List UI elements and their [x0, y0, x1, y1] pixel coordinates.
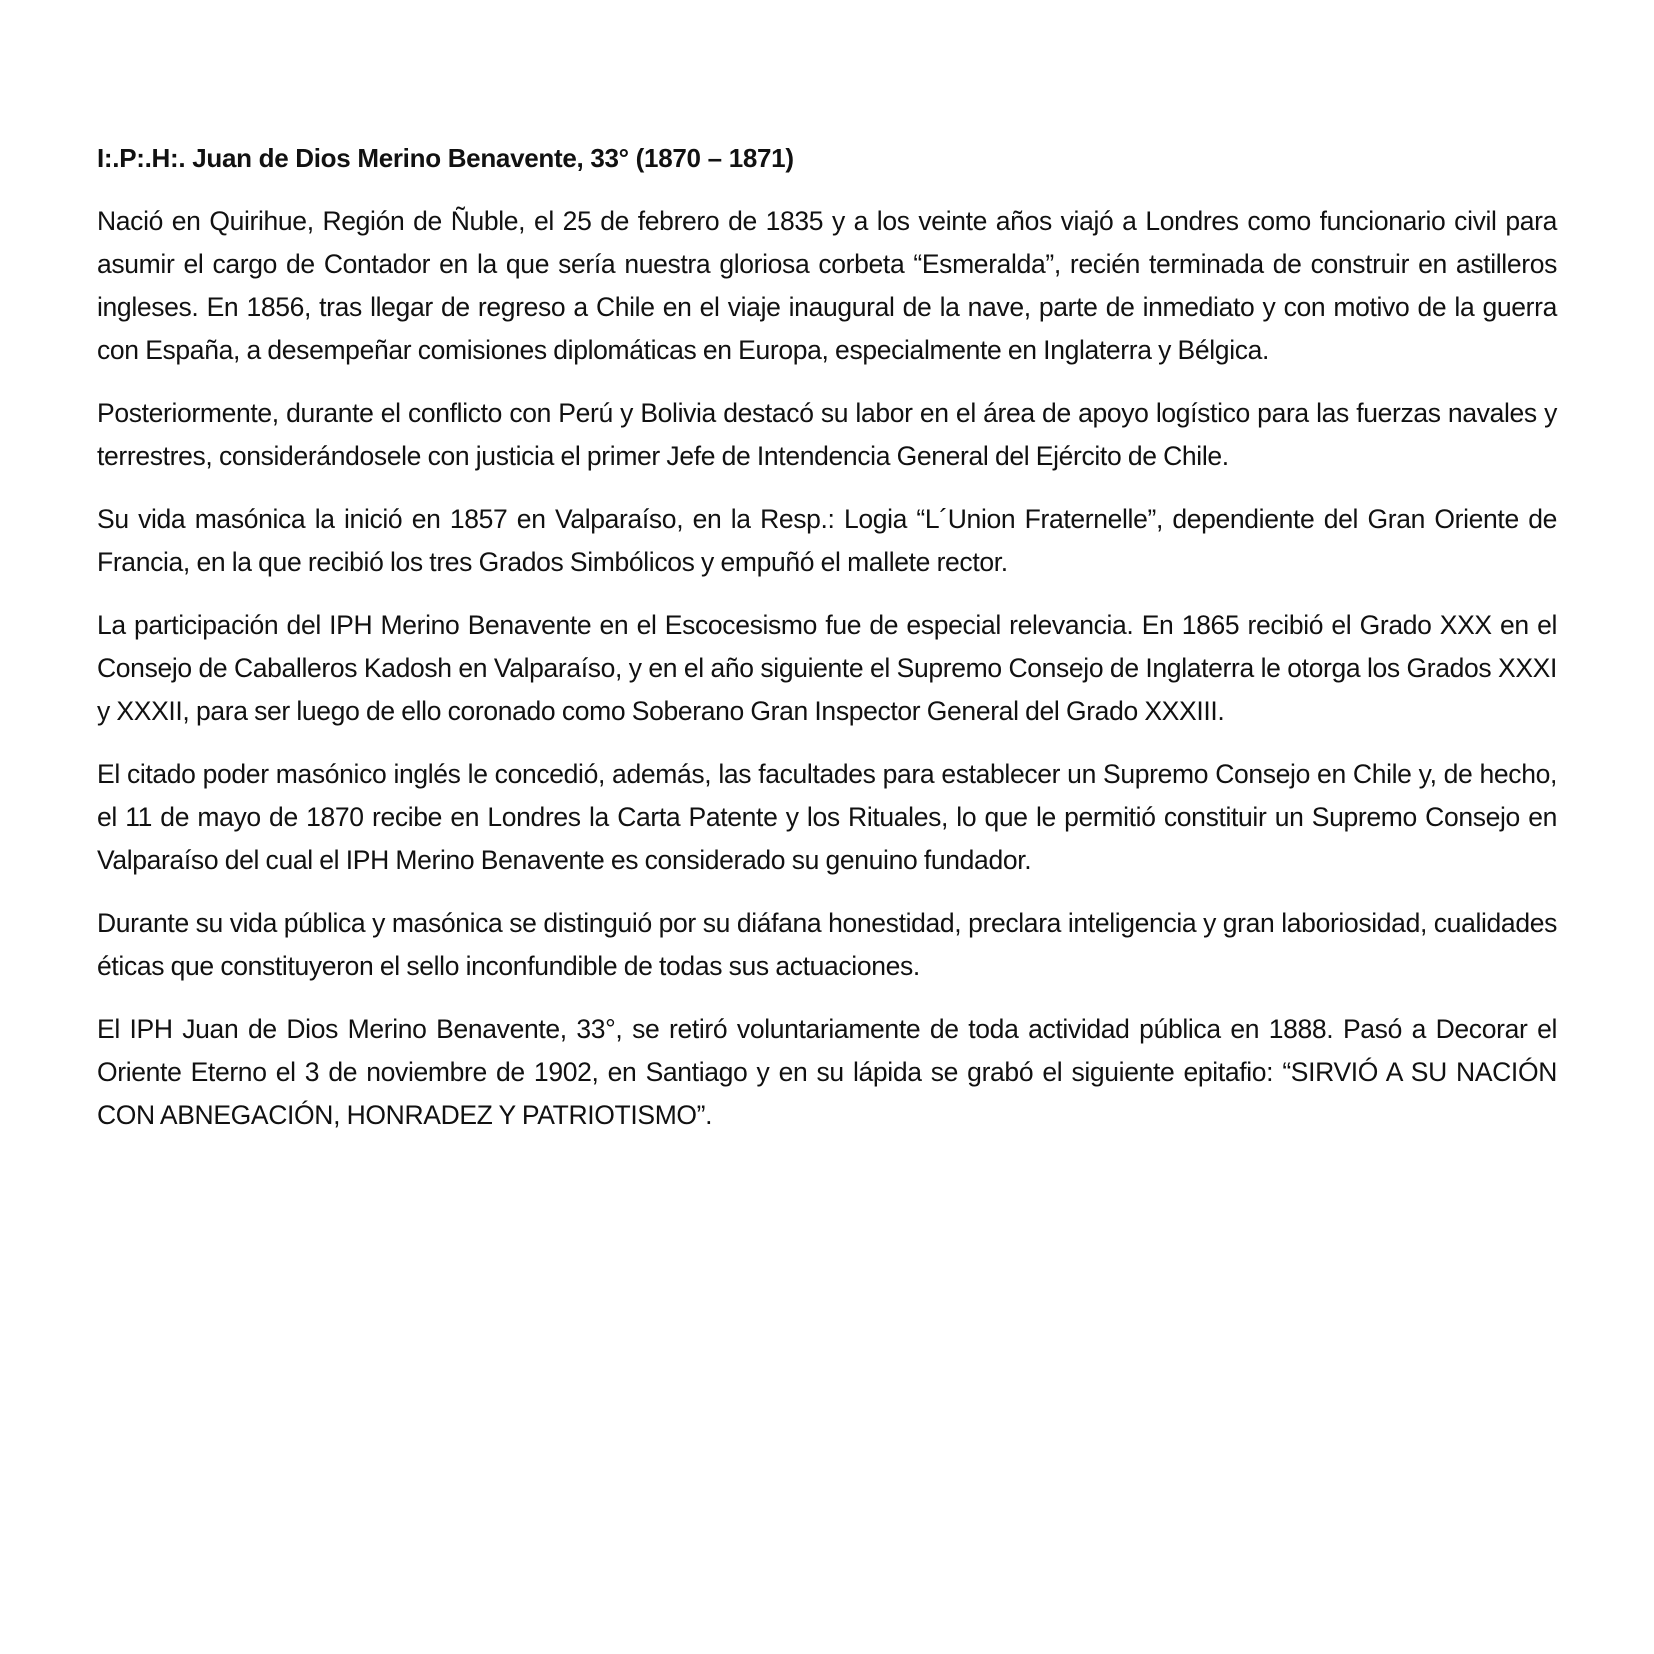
document-title: I:.P:.H:. Juan de Dios Merino Benavente, 33° (1870 – 1871): [97, 143, 794, 173]
paragraph-masonic-initiation: Su vida masónica la inició en 1857 en Valparaíso, en la Resp.: Logia “L´Union Fraternelle”, dependiente del Gran Oriente de Francia, en la que recibió los tres Grados Simbólicos y empuñó el mallete rector.: [97, 504, 1557, 577]
paragraph-birth-early-career: Nació en Quirihue, Región de Ñuble, el 25 de febrero de 1835 y a los veinte años viajó a Londres como funcionario civil para asumir el cargo de Contador en la que sería nuestra gloriosa corbeta “Esmeralda”, recién terminada de construir en astilleros ingleses. En 1856, tras llegar de regreso a Chile en el viaje inaugural de la nave, parte de inmediato y con motivo de la guerra con España, a desempeñar comisiones diplomáticas en Europa, especialmente en Inglaterra y Bélgica.: [97, 206, 1557, 365]
paragraph-retirement-epitaph: El IPH Juan de Dios Merino Benavente, 33°, se retiró voluntariamente de toda actividad pública en 1888. Pasó a Decorar el Oriente Eterno el 3 de noviembre de 1902, en Santiago y en su lápida se grabó el siguiente epitafio: “SIRVIÓ A SU NACIÓN CON ABNEGACIÓN, HONRADEZ Y PATRIOTISMO”.: [97, 1014, 1557, 1130]
paragraph-supreme-council: El citado poder masónico inglés le concedió, además, las facultades para establecer un Supremo Consejo en Chile y, de hecho, el 11 de mayo de 1870 recibe en Londres la Carta Patente y los Rituales, lo que le permitió constituir un Supremo Consejo en Valparaíso del cual el IPH Merino Benavente es considerado su genuino fundador.: [97, 759, 1557, 875]
document-page: [97, 140, 1557, 1157]
paragraph-scottish-rite: La participación del IPH Merino Benavente en el Escocesismo fue de especial relevancia. En 1865 recibió el Grado XXX en el Consejo de Caballeros Kadosh en Valparaíso, y en el año siguiente el Supremo Consejo de Inglaterra le otorga los Grados XXXI y XXXII, para ser luego de ello coronado como Soberano Gran Inspector General del Grado XXXIII.: [97, 610, 1557, 726]
paragraph-character: Durante su vida pública y masónica se distinguió por su diáfana honestidad, preclara inteligencia y gran laboriosidad, cualidades éticas que constituyeron el sello inconfundible de todas sus actuaciones.: [97, 908, 1557, 981]
paragraph-war-logistics: Posteriormente, durante el conflicto con Perú y Bolivia destacó su labor en el área de apoyo logístico para las fuerzas navales y terrestres, considerándosele con justicia el primer Jefe de Intendencia General del Ejército de Chile.: [97, 398, 1557, 471]
